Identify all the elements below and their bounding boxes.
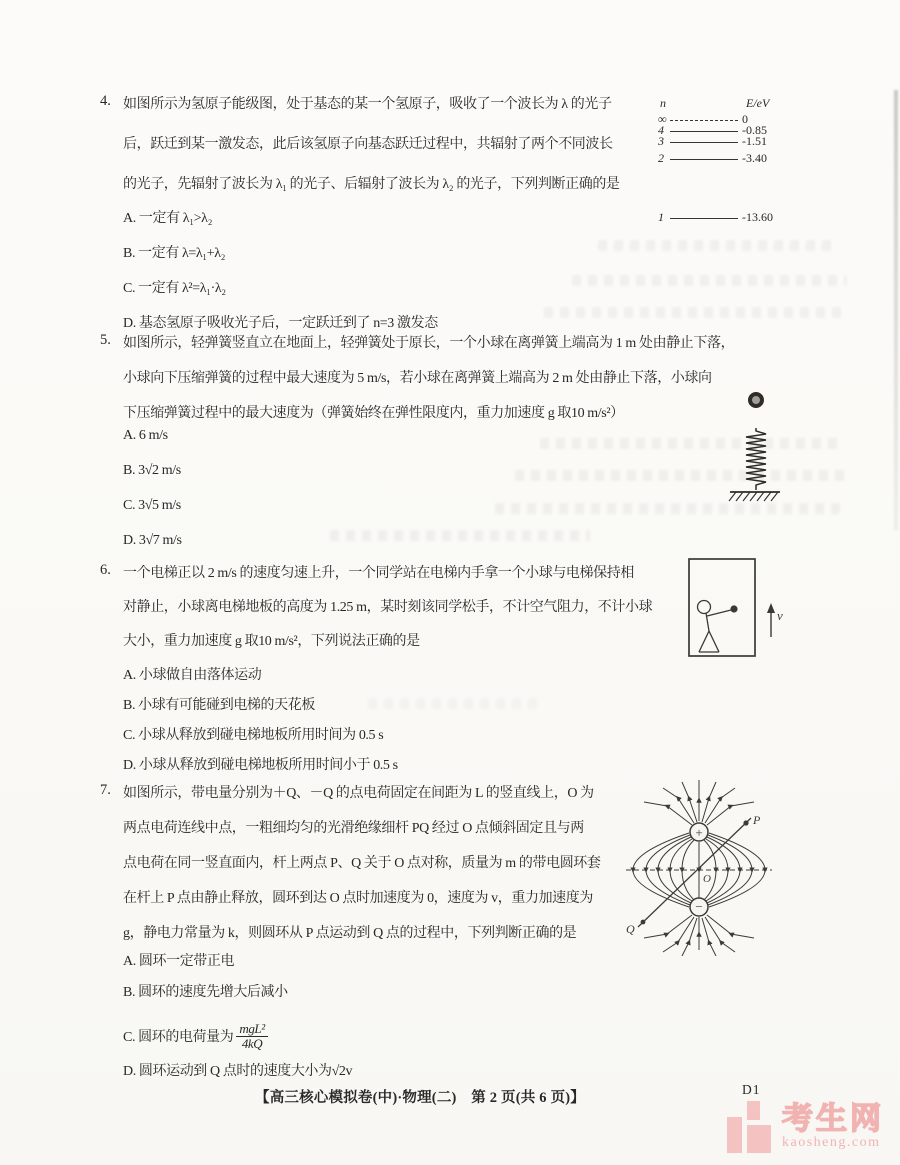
q7-line-2: 两点电荷连线中点，一粗细均匀的光滑绝缘细杆 PQ 经过 O 点倾斜固定且与两 xyxy=(123,821,584,836)
question-6-number: 6. xyxy=(100,562,111,578)
q5-line-3: 下压缩弹簧过程中的最大速度为（弹簧始终在弹性限度内，重力加速度 g 取10 m/s²） xyxy=(123,406,624,421)
q6-line-3: 大小，重力加速度 g 取10 m/s²，下列说法正确的是 xyxy=(123,634,420,649)
point-p-dot xyxy=(743,820,748,825)
q6-option-d: D. 小球从释放到碰电梯地板所用时间小于 0.5 s xyxy=(123,758,398,773)
v-label: v xyxy=(777,608,783,623)
field-line-diagram xyxy=(618,776,800,956)
ground-hatching xyxy=(729,492,778,501)
q5-option-a: A. 6 m/s xyxy=(123,428,168,443)
axis-label-e: E/eV xyxy=(746,96,770,110)
q4-line-2: 后，跃迁到某一激发态，此后该氢原子向基态跃迁过程中，共辐射了两个不同波长 xyxy=(123,137,613,152)
q4-option-a: A. 一定有 λ₁>λ₂ xyxy=(123,211,213,226)
watermark-site-url: kaosheng.com xyxy=(782,1135,881,1150)
q6-line-1: 一个电梯正以 2 m/s 的速度匀速上升，一个同学站在电梯内手拿一个小球与电梯保持相 xyxy=(123,566,634,581)
fraction xyxy=(236,1022,267,1050)
kaosheng-watermark xyxy=(727,1101,884,1153)
q6-option-a: A. 小球做自由落体运动 xyxy=(123,668,262,683)
field-line xyxy=(644,802,692,825)
spring-coil xyxy=(746,428,766,490)
field-line xyxy=(707,915,754,938)
q7-option-c xyxy=(123,1012,601,1060)
q5-option-c: C. 3√5 m/s xyxy=(123,498,181,513)
q5-line-1: 如图所示，轻弹簧竖直立在地面上，轻弹簧处于原长，一个小球在离弹簧上端高为 1 m 处由静止下落， xyxy=(123,336,735,351)
q6-option-c: C. 小球从释放到碰电梯地板所用时间为 0.5 s xyxy=(123,728,384,743)
watermark-site-name: 考生网 xyxy=(782,1101,884,1136)
level-line xyxy=(670,142,738,143)
q7-line-4: 在杆上 P 点由静止释放，圆环到达 O 点时加速度为 0，速度为 v，重力加速度为 xyxy=(123,891,593,906)
question-7 xyxy=(100,782,601,1091)
field-line xyxy=(663,917,694,952)
spring-diagram xyxy=(726,386,784,508)
elevator-diagram xyxy=(686,557,788,659)
point-q-dot xyxy=(641,920,646,925)
velocity-arrow xyxy=(767,603,775,637)
axis-label-n: n xyxy=(660,96,666,110)
q7-line-3: 点电荷在同一竖直面内，杆上两点 P、Q 关于 O 点对称，质量为 m 的带电圆环套 xyxy=(123,856,601,871)
page-footer: 【高三核心模拟卷(中)·物理(二) 第 2 页(共 6 页)】 xyxy=(255,1090,586,1106)
question-6 xyxy=(100,562,652,784)
field-line xyxy=(670,839,692,901)
q5-option-d: D. 3√7 m/s xyxy=(123,533,182,548)
q7-line-5: g，静电力常量为 k，则圆环从 P 点运动到 Q 点的过程中，下列判断正确的是 xyxy=(123,926,577,941)
q4-option-d: D. 基态氢原子吸收光子后，一定跃迁到了 n=3 激发态 xyxy=(123,316,438,331)
minus-sign: − xyxy=(695,899,703,914)
scan-edge-artifact xyxy=(894,90,898,530)
q7-option-c-text: C. 圆环的电荷量为 xyxy=(123,1030,234,1045)
kaosheng-logo-icon xyxy=(727,1101,775,1153)
q5-option-b: B. 3√2 m/s xyxy=(123,463,181,478)
ball-icon xyxy=(730,605,737,612)
watermark-text xyxy=(782,1103,884,1151)
o-label: O xyxy=(703,873,711,885)
field-line xyxy=(705,917,735,952)
q4-option-c: C. 一定有 λ²=λ₁·λ₂ xyxy=(123,281,226,296)
level-line xyxy=(670,120,738,121)
q7-option-a: A. 圆环一定带正电 xyxy=(123,954,235,969)
question-7-number: 7. xyxy=(100,782,111,798)
level-line xyxy=(670,131,738,132)
fraction-denominator: 4kQ xyxy=(241,1035,263,1051)
q4-line-1: 如图所示为氢原子能级图，处于基态的某一个氢原子，吸收了一个波长为 λ 的光子 xyxy=(123,97,612,112)
question-5 xyxy=(100,332,734,568)
field-line xyxy=(663,788,694,823)
q7-option-b: B. 圆环的速度先增大后减小 xyxy=(123,985,288,1000)
q4-line-3: 的光子，先辐射了波长为 λ₁ 的光子、后辐射了波长为 λ₂ 的光子，下列判断正确的是 xyxy=(123,177,620,192)
question-5-number: 5. xyxy=(100,332,111,348)
q5-line-2: 小球向下压缩弹簧的过程中最大速度为 5 m/s，若小球在离弹簧上端高为 2 m 处由静止下落，小球向 xyxy=(123,371,712,386)
q7-line-1: 如图所示，带电量分别为＋Q、－Q 的点电荷固定在间距为 L 的竖直线上，O 为 xyxy=(123,786,594,801)
q-label: Q xyxy=(626,922,635,936)
field-line xyxy=(644,915,692,938)
q4-option-b: B. 一定有 λ=λ₁+λ₂ xyxy=(123,246,226,261)
level-line xyxy=(670,159,738,160)
q6-line-2: 对静止，小球离电梯地板的高度为 1.25 m，某时刻该同学松手，不计空气阻力，不计小球 xyxy=(123,600,653,615)
person-figure xyxy=(698,601,732,653)
elevator-box xyxy=(689,559,755,656)
p-label: P xyxy=(753,813,761,827)
plus-sign: + xyxy=(695,825,703,840)
field-line xyxy=(705,788,735,823)
fraction-numerator: mgL² xyxy=(236,1022,267,1037)
question-4 xyxy=(100,93,620,347)
energy-level-diagram: n E/eV ∞ 0 4 -0.85 3 -1.51 2 -3.40 1 -13.60 xyxy=(658,96,773,224)
q6-option-b: B. 小球有可能碰到电梯的天花板 xyxy=(123,698,315,713)
question-4-number: 4. xyxy=(100,93,111,109)
q7-option-d: D. 圆环运动到 Q 点时的速度大小为√2v xyxy=(123,1064,353,1079)
bleed-through-artifact xyxy=(598,240,833,251)
paper-code: D1 xyxy=(742,1082,761,1097)
level-line xyxy=(670,218,738,219)
ball-icon xyxy=(750,394,762,406)
